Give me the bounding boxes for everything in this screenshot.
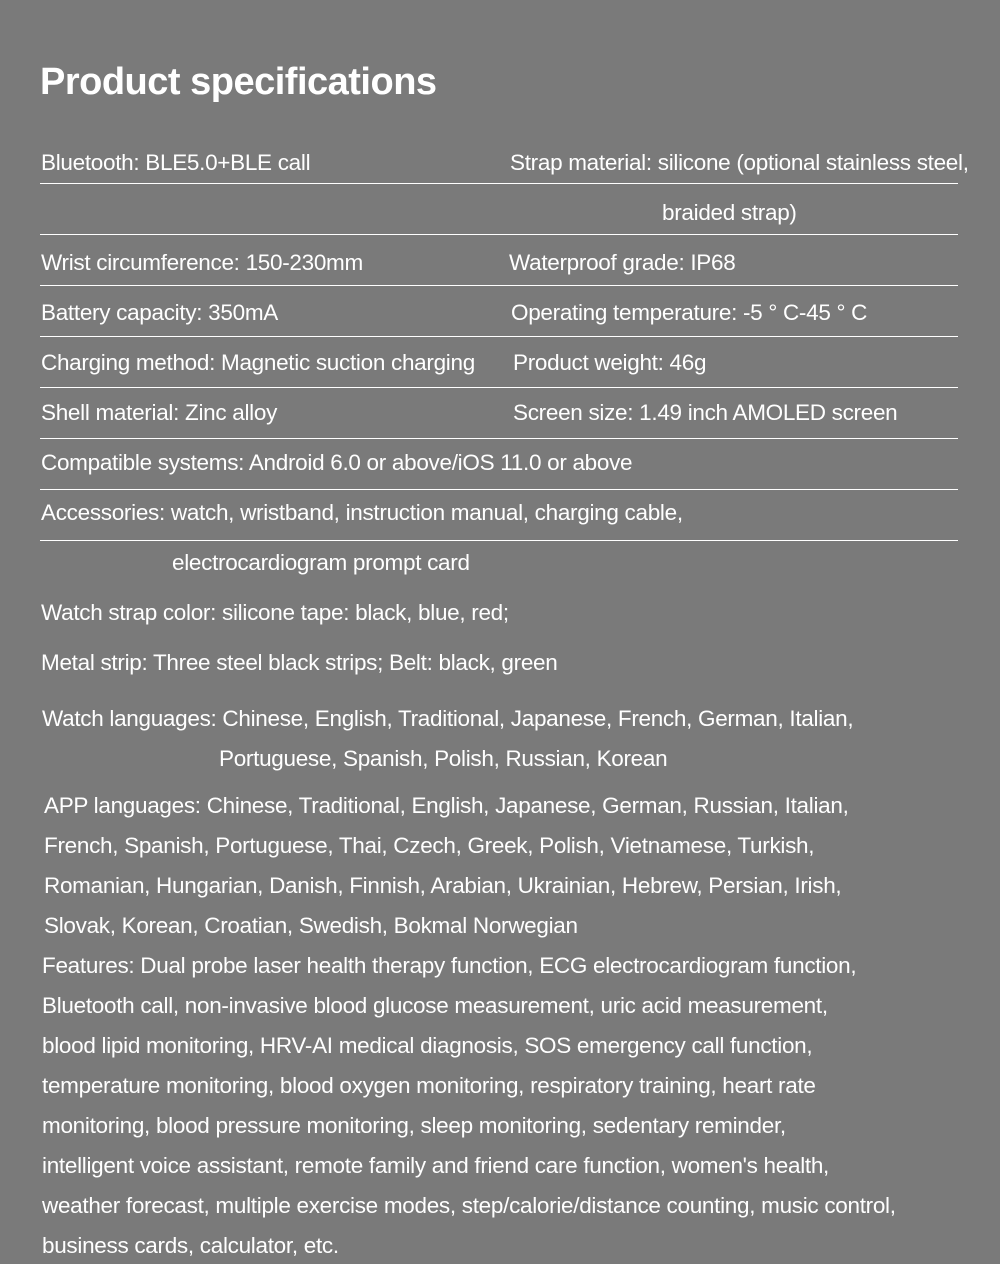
features-line: monitoring, blood pressure monitoring, sleep monitoring, sedentary reminder, (42, 1113, 786, 1138)
spec-strap-material: Strap material: silicone (optional stainless steel, (510, 150, 969, 175)
spec-charging-method: Charging method: Magnetic suction charging (41, 350, 475, 375)
spec-battery: Battery capacity: 350mA (41, 300, 278, 325)
spec-accessories-cont: electrocardiogram prompt card (172, 550, 470, 575)
features-line: Bluetooth call, non-invasive blood glucose measurement, uric acid measurement, (42, 993, 828, 1018)
divider (40, 540, 958, 541)
spec-weight: Product weight: 46g (513, 350, 707, 375)
divider (40, 438, 958, 439)
spec-screen-size: Screen size: 1.49 inch AMOLED screen (513, 400, 898, 425)
strap-color-silicone: Watch strap color: silicone tape: black, blue, red; (41, 600, 509, 625)
features-line: intelligent voice assistant, remote family and friend care function, women's health, (42, 1153, 830, 1178)
features-line: temperature monitoring, blood oxygen monitoring, respiratory training, heart rate (42, 1073, 816, 1098)
spec-waterproof: Waterproof grade: IP68 (509, 250, 736, 275)
divider (40, 336, 958, 337)
spec-accessories: Accessories: watch, wristband, instruction manual, charging cable, (41, 500, 683, 525)
features-line: weather forecast, multiple exercise modes, step/calorie/distance counting, music control, (42, 1193, 896, 1218)
divider (40, 234, 958, 235)
app-languages-line: French, Spanish, Portuguese, Thai, Czech, Greek, Polish, Vietnamese, Turkish, (44, 833, 815, 858)
spec-compatible-systems: Compatible systems: Android 6.0 or above/iOS 11.0 or above (41, 450, 633, 475)
app-languages-line: Romanian, Hungarian, Danish, Finnish, Arabian, Ukrainian, Hebrew, Persian, Irish, (44, 873, 842, 898)
features-line: business cards, calculator, etc. (42, 1233, 339, 1258)
divider (40, 387, 958, 388)
watch-languages-line: Portuguese, Spanish, Polish, Russian, Korean (219, 746, 668, 771)
app-languages-line: APP languages: Chinese, Traditional, English, Japanese, German, Russian, Italian, (44, 793, 849, 818)
divider (40, 285, 958, 286)
spec-strap-material-cont: braided strap) (662, 200, 797, 225)
spec-wrist-circumference: Wrist circumference: 150-230mm (41, 250, 363, 275)
watch-languages-line: Watch languages: Chinese, English, Traditional, Japanese, French, German, Italian, (42, 706, 854, 731)
strap-color-metal: Metal strip: Three steel black strips; Belt: black, green (41, 650, 558, 675)
features-line: blood lipid monitoring, HRV-AI medical diagnosis, SOS emergency call function, (42, 1033, 813, 1058)
spec-operating-temperature: Operating temperature: -5 ° C-45 ° C (511, 300, 868, 325)
divider (40, 489, 958, 490)
spec-shell-material: Shell material: Zinc alloy (41, 400, 278, 425)
divider (40, 183, 958, 184)
page-title: Product specifications (40, 61, 437, 103)
features-line: Features: Dual probe laser health therapy function, ECG electrocardiogram function, (42, 953, 857, 978)
app-languages-line: Slovak, Korean, Croatian, Swedish, Bokmal Norwegian (44, 913, 578, 938)
spec-bluetooth: Bluetooth: BLE5.0+BLE call (41, 150, 311, 175)
